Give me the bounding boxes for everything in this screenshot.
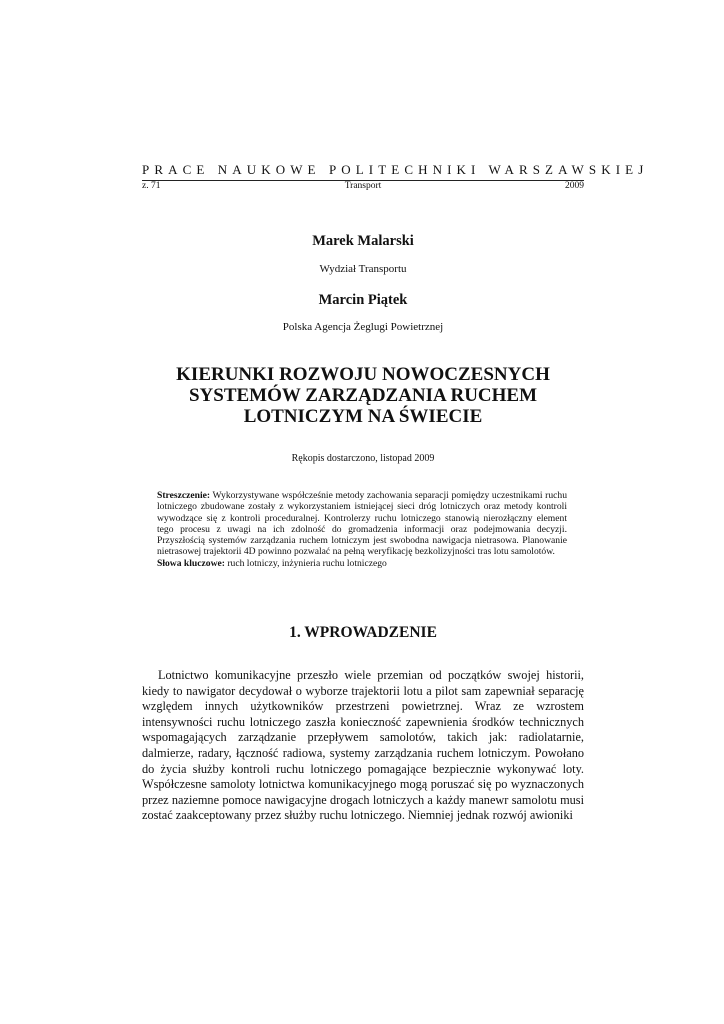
title-line: LOTNICZYM NA ŚWIECIE <box>243 406 483 427</box>
title-line: KIERUNKI ROZWOJU NOWOCZESNYCH <box>176 364 550 385</box>
publication-year: 2009 <box>565 181 584 191</box>
keywords-label: Słowa kluczowe: <box>157 557 225 569</box>
body-text <box>142 668 584 824</box>
abstract-label: Streszczenie: <box>157 490 211 501</box>
series-name: Transport <box>344 181 382 191</box>
paper-title <box>142 364 584 427</box>
header-meta <box>142 181 584 193</box>
abstract-text: Wykorzystywane współcześnie metody zachowania separacji pomiędzy uczestnikami ruchu lotniczego zbudowane zostały z wykorzystaniem istniejącej sieci dróg lotniczych oraz metody kontroli wywodzące się z kontroli proceduralnej. Kontrolerzy ruchu lotniczego stanowią nierozłączny element tego procesu z uwagi na ich zdolność do gromadzenia informacji oraz podejmowania decyzji. Przyszłością systemów zarządzania ruchem lotniczym jest swobodna nawigacja nietrasowa. Planowanie nietrasowej trajektorii 4D powinno pozwalać na pełną weryfikację bezkolizyjności tras lotu samolotów. <box>157 490 567 558</box>
volume-number: z. 71 <box>142 181 161 191</box>
abstract <box>157 490 567 569</box>
journal-title: PRACE NAUKOWE POLITECHNIKI WARSZAWSKIEJ <box>142 162 649 177</box>
author-affiliation: Polska Agencja Żeglugi Powietrznej <box>282 321 444 333</box>
author-affiliation: Wydział Transportu <box>319 263 407 275</box>
section-heading: 1. WPROWADZENIE <box>289 624 437 641</box>
author-name: Marek Malarski <box>312 233 414 249</box>
received-note: Rękopis dostarczono, listopad 2009 <box>291 453 435 464</box>
keywords <box>157 558 567 569</box>
keywords-text: ruch lotniczy, inżynieria ruchu lotniczego <box>224 557 387 569</box>
author-name: Marcin Piątek <box>318 292 408 308</box>
abstract-paragraph <box>157 490 567 558</box>
body-paragraph: Lotnictwo komunikacyjne przeszło wiele przemian od początków swojej historii, kiedy to nawigator decydował o wyborze trajektorii lotu a pilot sam zapewniał separację względem innych użytkowników przestrzeni powietrznej. Wraz ze wzrostem intensywności ruchu lotniczego zaszła konieczność zapewnienia środków technicznych wspomagających zarządzanie przepływem samolotów, takich jak: radiolatarnie, dalmierze, radary, łączność radiowa, systemy zarządzania ruchem lotniczym. Powołano do życia służby kontroli ruchu lotniczego pomagające bezpiecznie wykonywać loty. Współczesne samoloty lotnictwa komunikacyjnego mogą poruszać się po wyznaczonych przez naziemne pomoce nawigacyjne drogach lotniczych a każdy manewr samolotu musi zostać zaakceptowany przez służby ruchu lotniczego. Niemniej jednak rozwój awioniki <box>142 668 584 823</box>
title-line: SYSTEMÓW ZARZĄDZANIA RUCHEM <box>188 385 538 406</box>
